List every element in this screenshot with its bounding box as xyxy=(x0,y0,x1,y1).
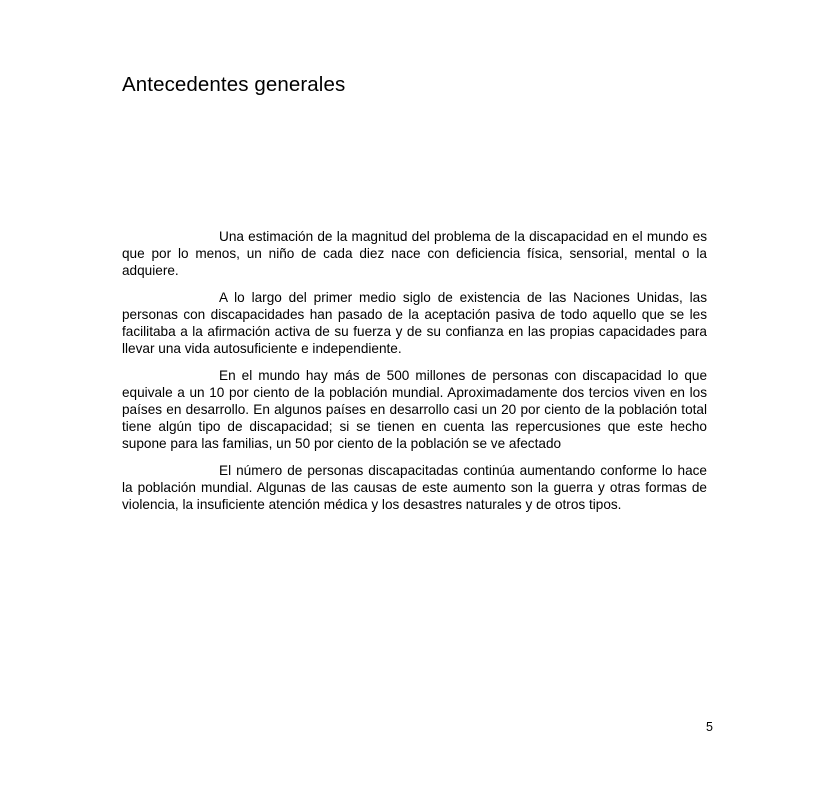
paragraph-2: A lo largo del primer medio siglo de existencia de las Naciones Unidas, las personas con discapacidades han pasado de la aceptación pasiva de todo aquello que se les facilitaba a la afirmación activa de su fuerza y de su confianza en las propias capacidades para llevar una vida autosuficiente e independiente. xyxy=(122,290,707,356)
document-body xyxy=(122,228,707,523)
page-number: 5 xyxy=(706,720,713,734)
paragraph-3: En el mundo hay más de 500 millones de personas con discapacidad lo que equivale a un 10 por ciento de la población mundial. Aproximadamente dos tercios viven en los países en desarrollo. En algunos países en desarrollo casi un 20 por ciento de la población total tiene algún tipo de discapacidad; si se tienen en cuenta las repercusiones que este hecho supone para las familias, un 50 por ciento de la población se ve afectado xyxy=(122,368,707,451)
paragraph-4: El número de personas discapacitadas continúa aumentando conforme lo hace la población mundial. Algunas de las causas de este aumento son la guerra y otras formas de violencia, la insuficiente atención médica y los desastres naturales y de otros tipos. xyxy=(122,463,707,512)
page-title: Antecedentes generales xyxy=(122,73,346,96)
paragraph-1: Una estimación de la magnitud del problema de la discapacidad en el mundo es que por lo menos, un niño de cada diez nace con deficiencia física, sensorial, mental o la adquiere. xyxy=(122,229,707,278)
